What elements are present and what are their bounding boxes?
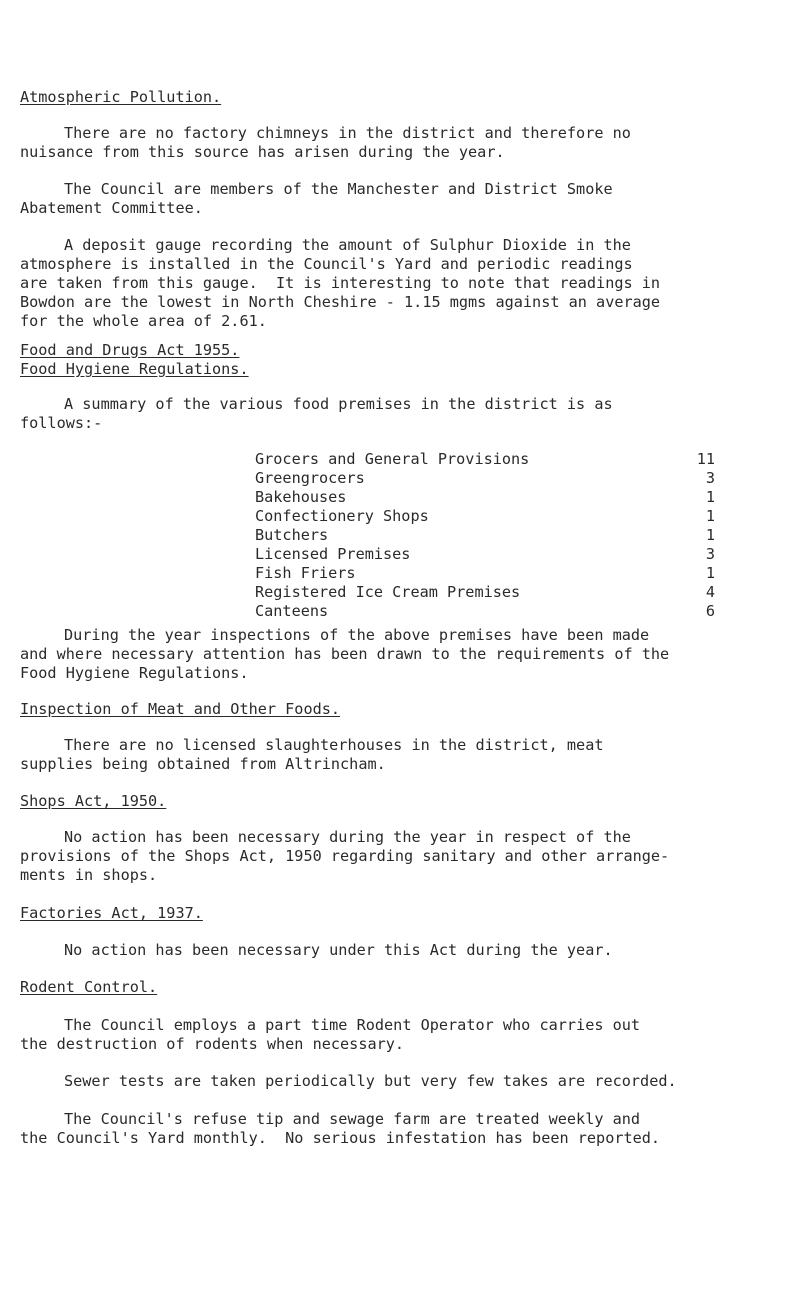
text-line: are taken from this gauge. It is interesting to note that readings in — [20, 274, 661, 292]
premises-count: 1 — [705, 564, 715, 582]
food-after-paragraph — [20, 626, 795, 683]
section-heading: Food and Drugs Act 1955. — [20, 341, 240, 359]
food-premises-table — [255, 450, 715, 621]
text-line: ments in shops. — [20, 866, 158, 884]
rodent-paragraph-3 — [20, 1110, 795, 1148]
premises-count: 1 — [705, 507, 715, 525]
text-line: Food Hygiene Regulations. — [20, 664, 249, 682]
meat-heading — [20, 700, 795, 719]
table-row — [255, 507, 715, 526]
food-headings — [20, 341, 795, 379]
text-line: The Council are members of the Manchester and District Smoke — [64, 180, 613, 198]
factories-heading — [20, 904, 795, 923]
text-line: The Council's refuse tip and sewage farm are treated weekly and — [64, 1110, 641, 1128]
table-row — [255, 545, 715, 564]
premises-label: Greengrocers — [255, 469, 365, 487]
text-line: The Council employs a part time Rodent Operator who carries out — [64, 1016, 641, 1034]
rodent-paragraph-1 — [20, 1016, 795, 1054]
text-line: A summary of the various food premises in the district is as — [64, 395, 613, 413]
premises-count: 4 — [705, 583, 715, 601]
premises-count: 11 — [696, 450, 715, 468]
atmospheric-paragraph-1 — [20, 124, 795, 162]
text-line: nuisance from this source has arisen during the year. — [20, 143, 505, 161]
text-line: There are no factory chimneys in the district and therefore no — [64, 124, 631, 142]
text-line: No action has been necessary under this Act during the year. — [64, 941, 613, 959]
text-line: and where necessary attention has been drawn to the requirements of the — [20, 645, 670, 663]
text-line: supplies being obtained from Altrincham. — [20, 755, 386, 773]
premises-label: Butchers — [255, 526, 329, 544]
shops-paragraph — [20, 828, 795, 885]
atmospheric-heading — [20, 88, 795, 107]
atmospheric-paragraph-2 — [20, 180, 795, 218]
table-row — [255, 602, 715, 621]
premises-label: Bakehouses — [255, 488, 347, 506]
premises-label: Canteens — [255, 602, 329, 620]
meat-paragraph — [20, 736, 795, 774]
text-line: Abatement Committee. — [20, 199, 203, 217]
table-row — [255, 564, 715, 583]
premises-label: Fish Friers — [255, 564, 356, 582]
section-heading: Atmospheric Pollution. — [20, 88, 222, 106]
rodent-heading — [20, 978, 795, 997]
premises-count: 1 — [705, 488, 715, 506]
shops-heading — [20, 792, 795, 811]
factories-paragraph — [20, 941, 795, 960]
text-line: There are no licensed slaughterhouses in the district, meat — [64, 736, 604, 754]
text-line: No action has been necessary during the year in respect of the — [64, 828, 631, 846]
text-line: A deposit gauge recording the amount of Sulphur Dioxide in the — [64, 236, 631, 254]
premises-count: 1 — [705, 526, 715, 544]
table-row — [255, 526, 715, 545]
section-heading: Rodent Control. — [20, 978, 158, 996]
text-line: During the year inspections of the above premises have been made — [64, 626, 650, 644]
text-line: provisions of the Shops Act, 1950 regarding sanitary and other arrange- — [20, 847, 670, 865]
text-line: the Council's Yard monthly. No serious infestation has been reported. — [20, 1129, 661, 1147]
premises-count: 6 — [705, 602, 715, 620]
section-heading: Food Hygiene Regulations. — [20, 360, 249, 378]
text-line: for the whole area of 2.61. — [20, 312, 267, 330]
section-heading: Factories Act, 1937. — [20, 904, 203, 922]
atmospheric-paragraph-3 — [20, 236, 795, 331]
text-line: the destruction of rodents when necessary. — [20, 1035, 405, 1053]
premises-label: Confectionery Shops — [255, 507, 429, 525]
table-row — [255, 488, 715, 507]
premises-count: 3 — [705, 545, 715, 563]
text-line: Sewer tests are taken periodically but very few takes are recorded. — [64, 1072, 677, 1090]
table-row — [255, 583, 715, 602]
premises-count: 3 — [705, 469, 715, 487]
section-heading: Shops Act, 1950. — [20, 792, 167, 810]
section-heading: Inspection of Meat and Other Foods. — [20, 700, 341, 718]
table-row — [255, 450, 715, 469]
table-row — [255, 469, 715, 488]
premises-label: Grocers and General Provisions — [255, 450, 530, 468]
rodent-paragraph-2 — [20, 1072, 795, 1091]
food-intro — [20, 395, 795, 433]
text-line: Bowdon are the lowest in North Cheshire - 1.15 mgms against an average — [20, 293, 661, 311]
text-line: follows:- — [20, 414, 103, 432]
premises-label: Registered Ice Cream Premises — [255, 583, 521, 601]
premises-label: Licensed Premises — [255, 545, 411, 563]
text-line: atmosphere is installed in the Council's Yard and periodic readings — [20, 255, 633, 273]
